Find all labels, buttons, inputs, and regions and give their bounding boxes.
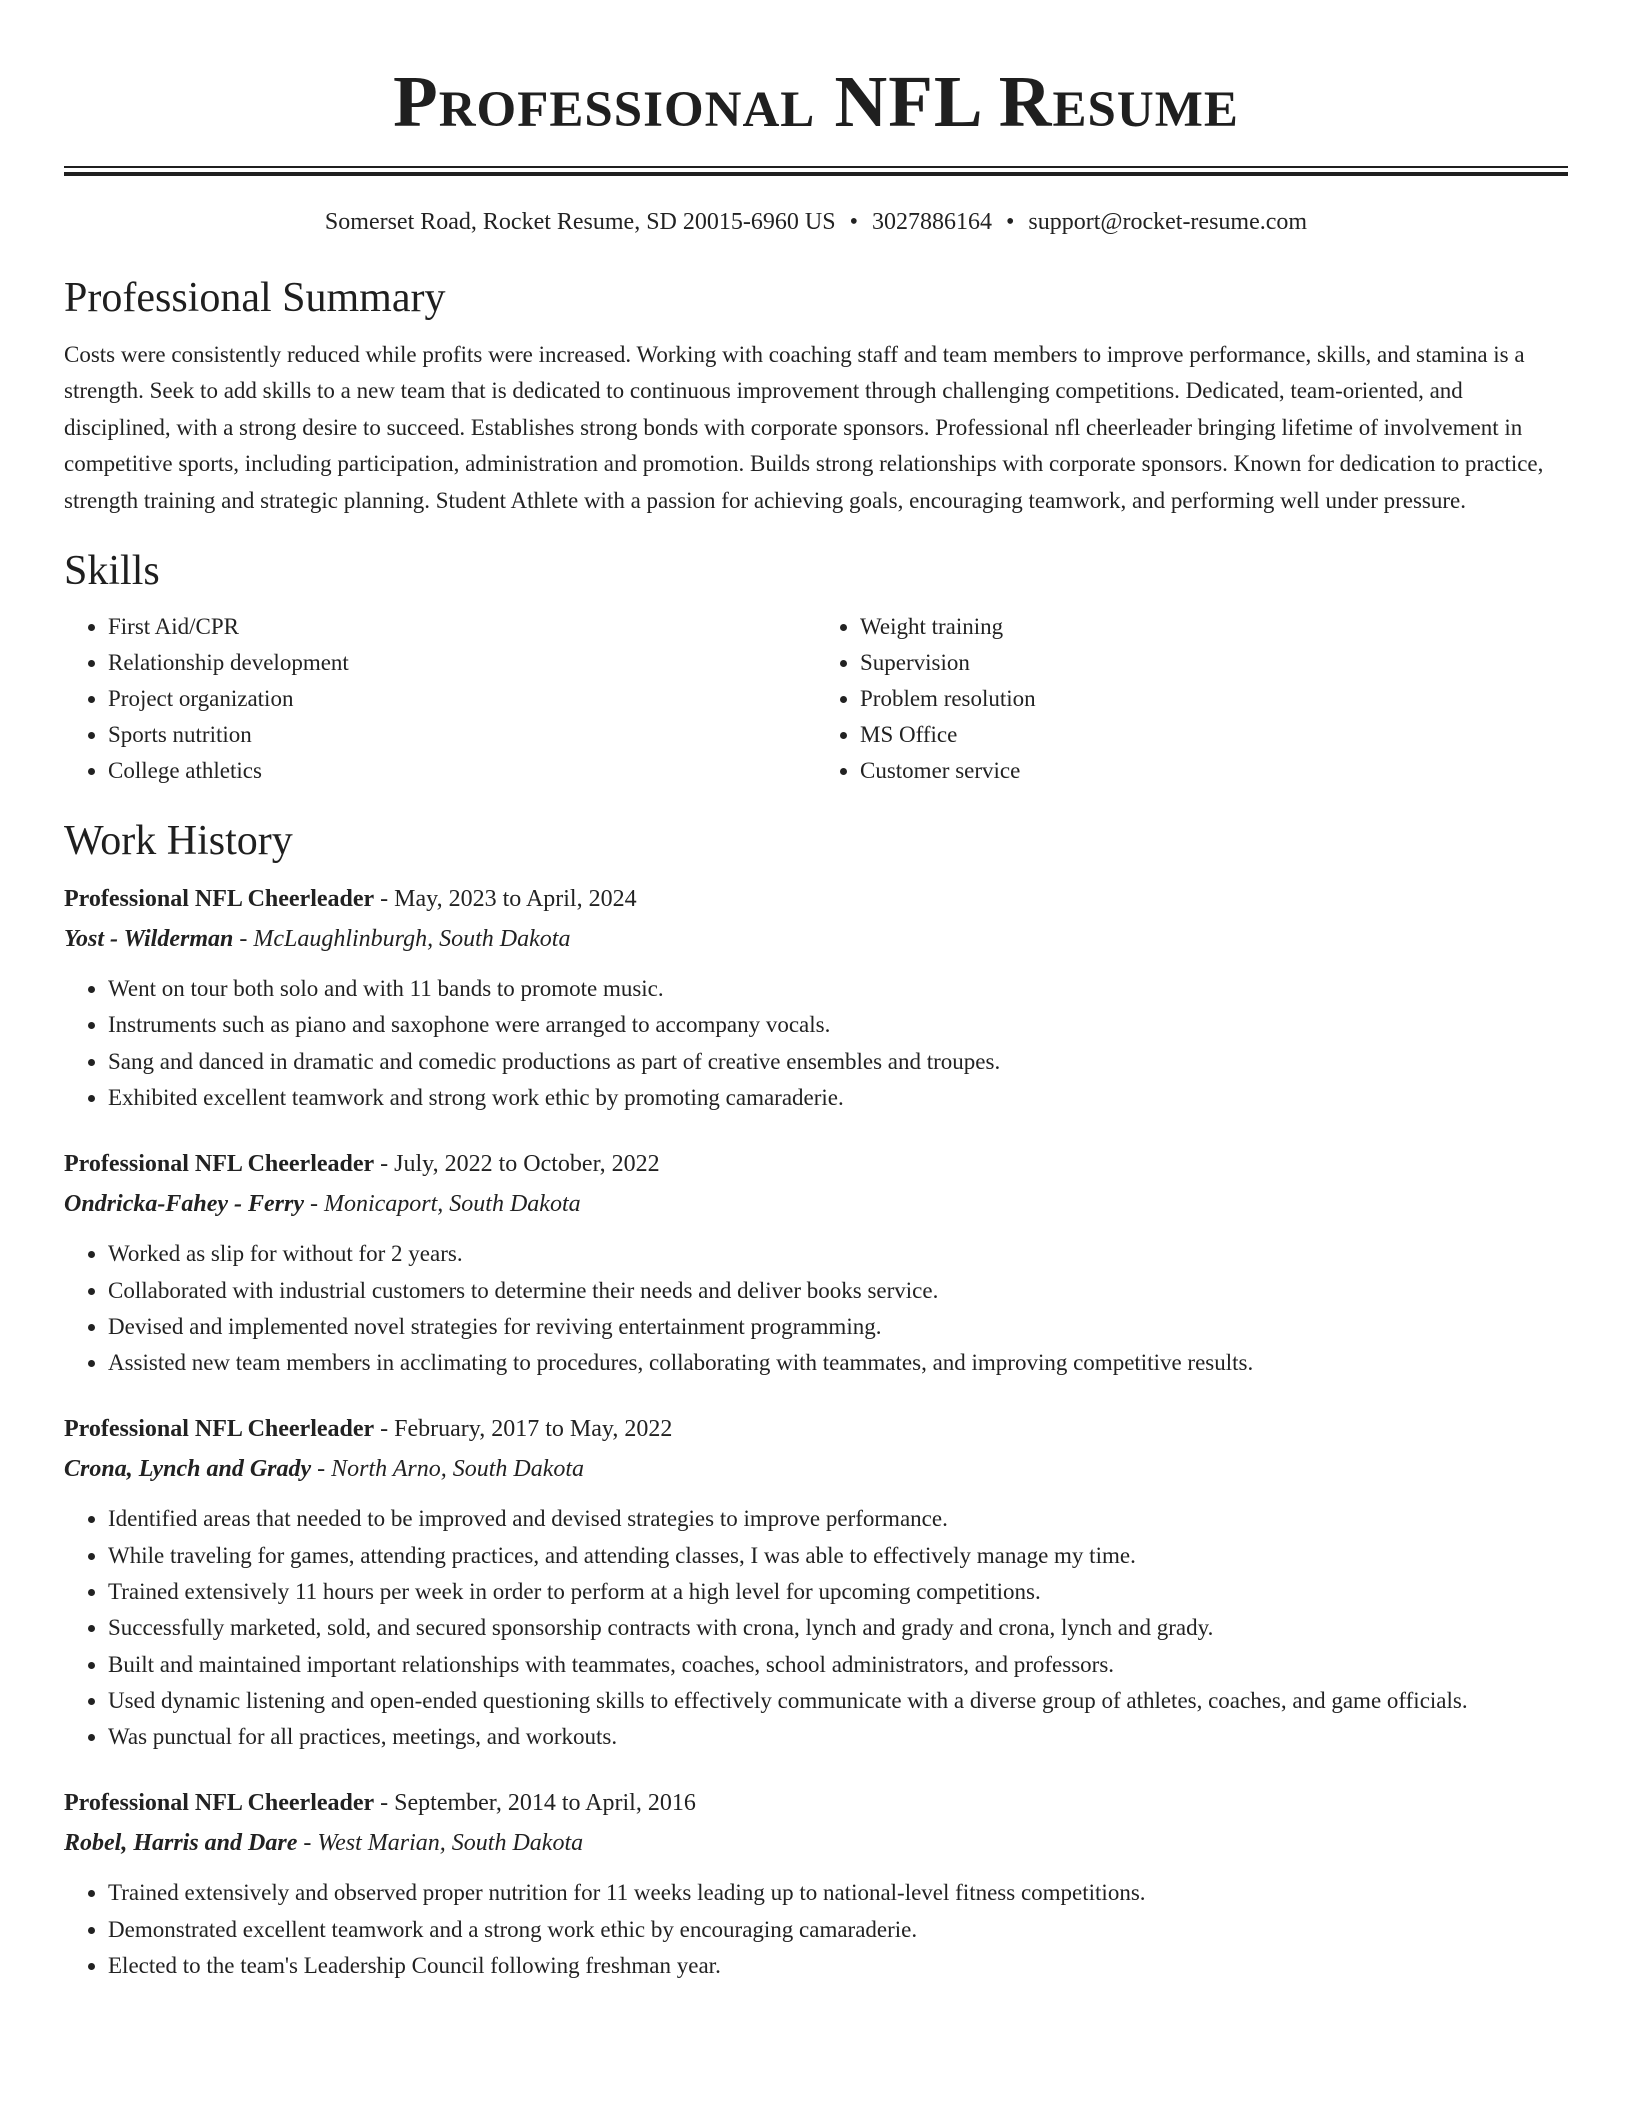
duty-item: • Successfully marketed, sold, and secured sponsorship contracts with crona, lynch and grady and crona, lynch and grady. (108, 1610, 1568, 1646)
skill-item: • MS Office (860, 717, 1568, 753)
job-duties (64, 1236, 1568, 1381)
job-location: - McLaughlinburgh, South Dakota (233, 926, 571, 953)
job-dates: - May, 2023 to April, 2024 (374, 886, 637, 913)
job-employer-line (64, 1823, 1568, 1863)
job-employer-line (64, 1449, 1568, 1489)
skill-item: • Project organization (108, 681, 816, 717)
job-role: Professional NFL Cheerleader (64, 1790, 375, 1817)
duty-item: • Assisted new team members in acclimating to procedures, collaborating with teammates, and improving competitive results. (108, 1345, 1568, 1381)
skill-item: • College athletics (108, 753, 816, 789)
contact-separator: • (849, 209, 858, 235)
job-duties (64, 971, 1568, 1116)
summary-heading: Professional Summary (64, 275, 446, 321)
job-title-line (64, 1409, 1568, 1449)
job-duties (64, 1501, 1568, 1755)
resume-page (64, 0, 1568, 1984)
duty-item: • Built and maintained important relationships with teammates, coaches, school administrators, and professors. (108, 1647, 1568, 1683)
duty-item: • While traveling for games, attending practices, and attending classes, I was able to effectively manage my time. (108, 1538, 1568, 1574)
address: Somerset Road, Rocket Resume, SD 20015-6960 US (324, 209, 836, 235)
duty-item: • Went on tour both solo and with 11 bands to promote music. (108, 971, 1568, 1007)
job-employer-line (64, 1184, 1568, 1224)
duty-item: • Sang and danced in dramatic and comedic productions as part of creative ensembles and troupes. (108, 1044, 1568, 1080)
job-entry (64, 1409, 1568, 1755)
phone: 3027886164 (871, 209, 992, 235)
duty-item: • Was punctual for all practices, meetings, and workouts. (108, 1719, 1568, 1755)
job-location: - North Arno, South Dakota (311, 1456, 585, 1483)
job-title-line (64, 1783, 1568, 1823)
work-history-heading: Work History (64, 818, 293, 865)
duty-item: • Devised and implemented novel strategies for reviving entertainment programming. (108, 1309, 1568, 1345)
job-entry (64, 879, 1568, 1116)
duty-item: • Elected to the team's Leadership Council following freshman year. (108, 1948, 1568, 1984)
job-employer: Yost - Wilderman (64, 926, 234, 953)
skills-column-right (816, 609, 1568, 789)
skills-column-left (64, 609, 816, 789)
job-role: Professional NFL Cheerleader (64, 1416, 375, 1443)
duty-item: • Trained extensively and observed proper nutrition for 11 weeks leading up to national-level fitness competitions. (108, 1875, 1568, 1911)
job-dates: - February, 2017 to May, 2022 (374, 1416, 673, 1443)
job-duties (64, 1875, 1568, 1984)
title-divider (64, 166, 1568, 176)
job-employer-line (64, 919, 1568, 959)
duty-item: • Demonstrated excellent teamwork and a strong work ethic by encouraging camaraderie. (108, 1912, 1568, 1948)
job-location: - West Marian, South Dakota (297, 1830, 584, 1857)
contact-separator: • (1005, 209, 1015, 235)
job-dates: - September, 2014 to April, 2016 (374, 1790, 696, 1817)
skill-item: • Supervision (860, 645, 1568, 681)
duty-item: • Collaborated with industrial customers to determine their needs and deliver books service. (108, 1273, 1568, 1309)
duty-item: • Identified areas that needed to be improved and devised strategies to improve performance. (108, 1501, 1568, 1537)
email: support@rocket-resume.com (1028, 209, 1308, 235)
summary-text: Costs were consistently reduced while profits were increased. Working with coaching staff and team members to improve performance, skills, and stamina is a strength. Seek to add skills to a new team that is dedicated to continuous improvement through challenging competitions. Dedicated, team-oriented, and disciplined, with a strong desire to succeed. Establishes strong bonds with corporate sponsors. Professional nfl cheerleader bringing lifetime of involvement in competitive sports, including participation, administration and promotion. Builds strong relationships with corporate sponsors. Known for dedication to practice, strength training and strategic planning. Student Athlete with a passion for achieving goals, encouraging teamwork, and performing well under pressure. (64, 342, 1544, 513)
job-dates: - July, 2022 to October, 2022 (374, 1151, 660, 1178)
job-employer: Ondricka-Fahey - Ferry (64, 1191, 304, 1218)
duty-item: • Trained extensively 11 hours per week in order to perform at a high level for upcoming competitions. (108, 1574, 1568, 1610)
skill-item: • Problem resolution (860, 681, 1568, 717)
job-location: - Monicaport, South Dakota (303, 1191, 581, 1218)
job-employer: Crona, Lynch and Grady (64, 1456, 312, 1483)
resume-title: Professional NFL Resume (393, 61, 1239, 142)
duty-item: • Worked as slip for without for 2 years. (108, 1236, 1568, 1272)
skills-list (64, 609, 1568, 789)
job-entry (64, 1783, 1568, 1984)
skill-item: • Customer service (860, 753, 1568, 789)
skill-item: • Weight training (860, 609, 1568, 645)
job-employer: Robel, Harris and Dare (64, 1830, 298, 1857)
duty-item: • Exhibited excellent teamwork and strong work ethic by promoting camaraderie. (108, 1080, 1568, 1116)
job-role: Professional NFL Cheerleader (64, 1151, 375, 1178)
job-title-line (64, 879, 1568, 919)
skill-item: • First Aid/CPR (108, 609, 816, 645)
job-role: Professional NFL Cheerleader (64, 886, 375, 913)
skill-item: • Relationship development (108, 645, 816, 681)
contact-line (64, 206, 1568, 238)
duty-item: • Used dynamic listening and open-ended questioning skills to effectively communicate with a diverse group of athletes, coaches, and game officials. (108, 1683, 1568, 1719)
skills-heading: Skills (64, 548, 160, 595)
job-title-line (64, 1144, 1568, 1184)
duty-item: • Instruments such as piano and saxophone were arranged to accompany vocals. (108, 1007, 1568, 1043)
job-entry (64, 1144, 1568, 1381)
skill-item: • Sports nutrition (108, 717, 816, 753)
